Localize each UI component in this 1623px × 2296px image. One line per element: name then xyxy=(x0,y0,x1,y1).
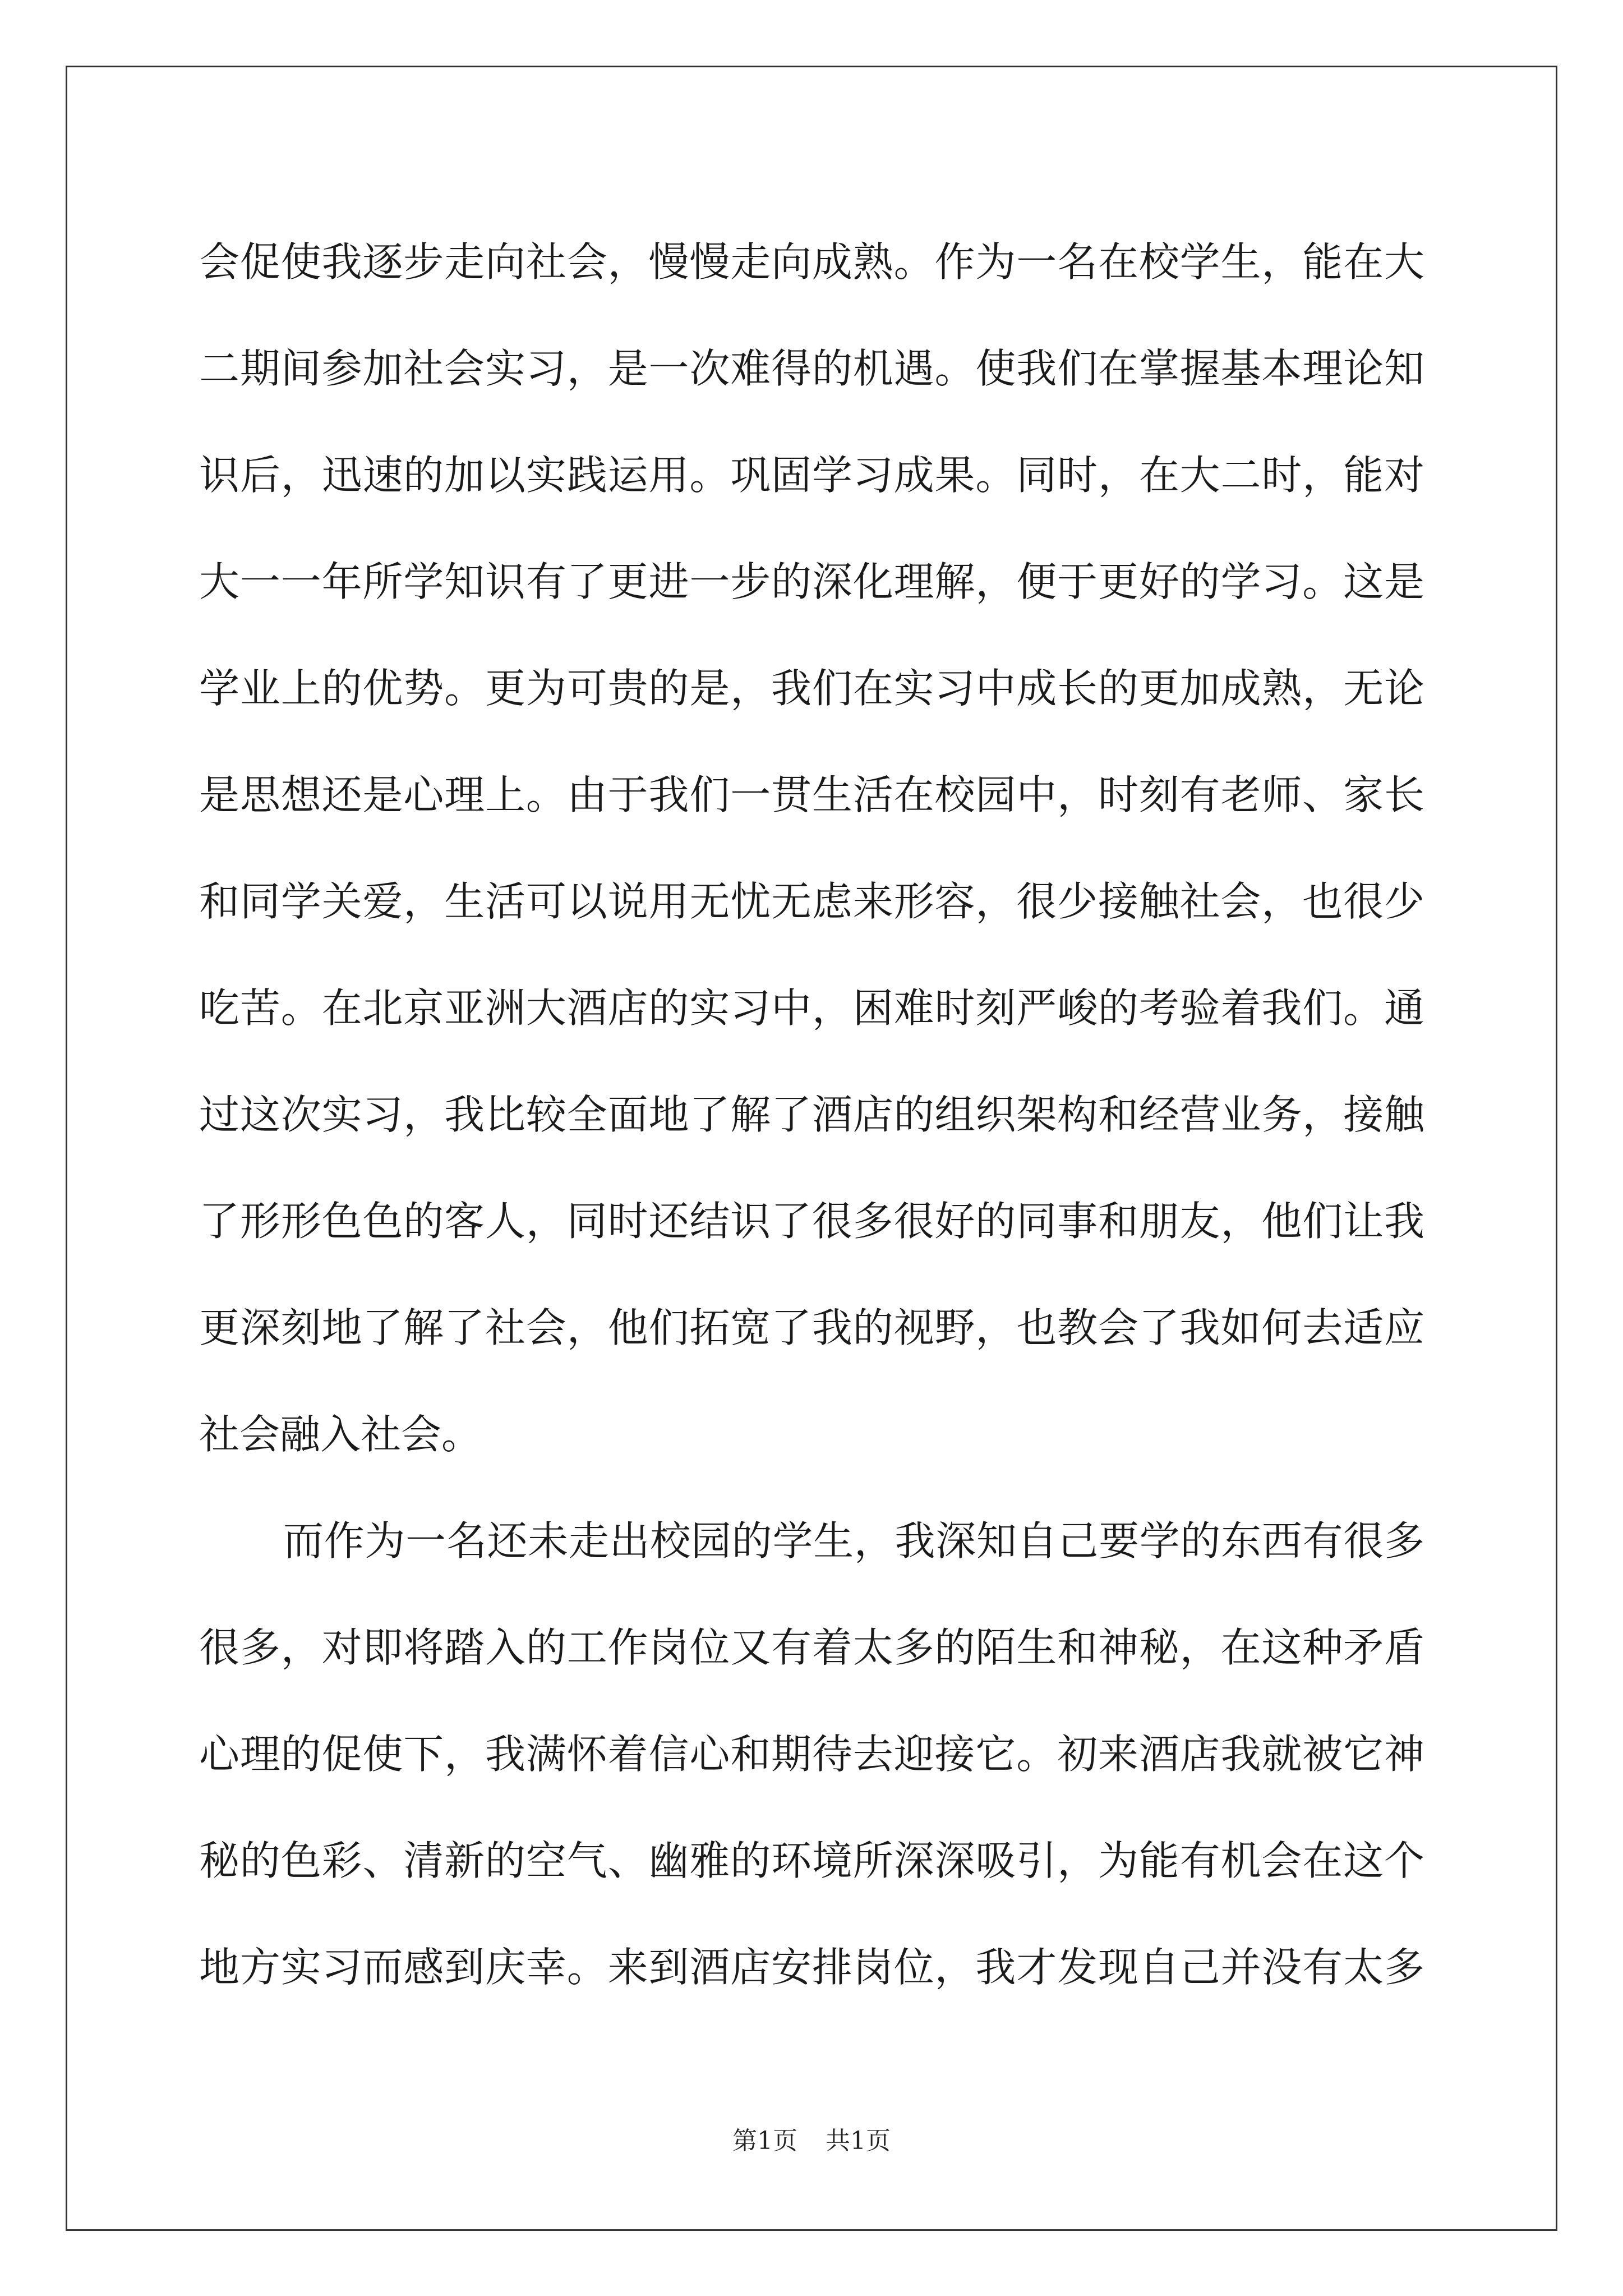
text-line: 学业上的优势。更为可贵的是，我们在实习中成长的更加成熟，无论 xyxy=(199,665,1424,712)
text-line: 很多，对即将踏入的工作岗位又有着太多的陌生和神秘，在这种矛盾 xyxy=(199,1624,1424,1671)
text-line: 秘的色彩、清新的空气、幽雅的环境所深深吸引，为能有机会在这个 xyxy=(199,1837,1424,1884)
text-line: 更深刻地了解了社会，他们拓宽了我的视野，也教会了我如何去适应 xyxy=(199,1304,1424,1351)
text-line: 地方实习而感到庆幸。来到酒店安排岗位，我才发现自己并没有太多 xyxy=(199,1944,1424,1991)
text-line: 和同学关爱，生活可以说用无忧无虑来形容，很少接触社会，也很少 xyxy=(199,878,1424,925)
text-line: 吃苦。在北京亚洲大酒店的实习中，困难时刻严峻的考验着我们。通 xyxy=(199,984,1424,1032)
text-line: 心理的促使下，我满怀着信心和期待去迎接它。初来酒店我就被它神 xyxy=(199,1731,1424,1778)
text-line: 社会融入社会。 xyxy=(199,1411,482,1458)
text-line: 是思想还是心理上。由于我们一贯生活在校园中，时刻有老师、家长 xyxy=(199,771,1424,818)
text-line: 二期间参加社会实习，是一次难得的机遇。使我们在掌握基本理论知 xyxy=(199,345,1424,392)
text-line: 大一一年所学知识有了更进一步的深化理解，便于更好的学习。这是 xyxy=(199,558,1424,605)
paragraph-first-line: 而作为一名还未走出校园的学生，我深知自己要学的东西有很多 xyxy=(283,1517,1424,1565)
document-body xyxy=(199,209,1424,2021)
page-footer xyxy=(0,2120,1623,2156)
page-total: 共1页 xyxy=(826,2127,891,2155)
text-line: 过这次实习，我比较全面地了解了酒店的组织架构和经营业务，接触 xyxy=(199,1091,1424,1138)
text-line: 了形形色色的客人，同时还结识了很多很好的同事和朋友，他们让我 xyxy=(199,1198,1424,1245)
page-number: 第1页 xyxy=(732,2127,797,2155)
text-line: 会促使我逐步走向社会，慢慢走向成熟。作为一名在校学生，能在大 xyxy=(199,238,1424,286)
text-line: 识后，迅速的加以实践运用。巩固学习成果。同时，在大二时，能对 xyxy=(199,452,1424,499)
